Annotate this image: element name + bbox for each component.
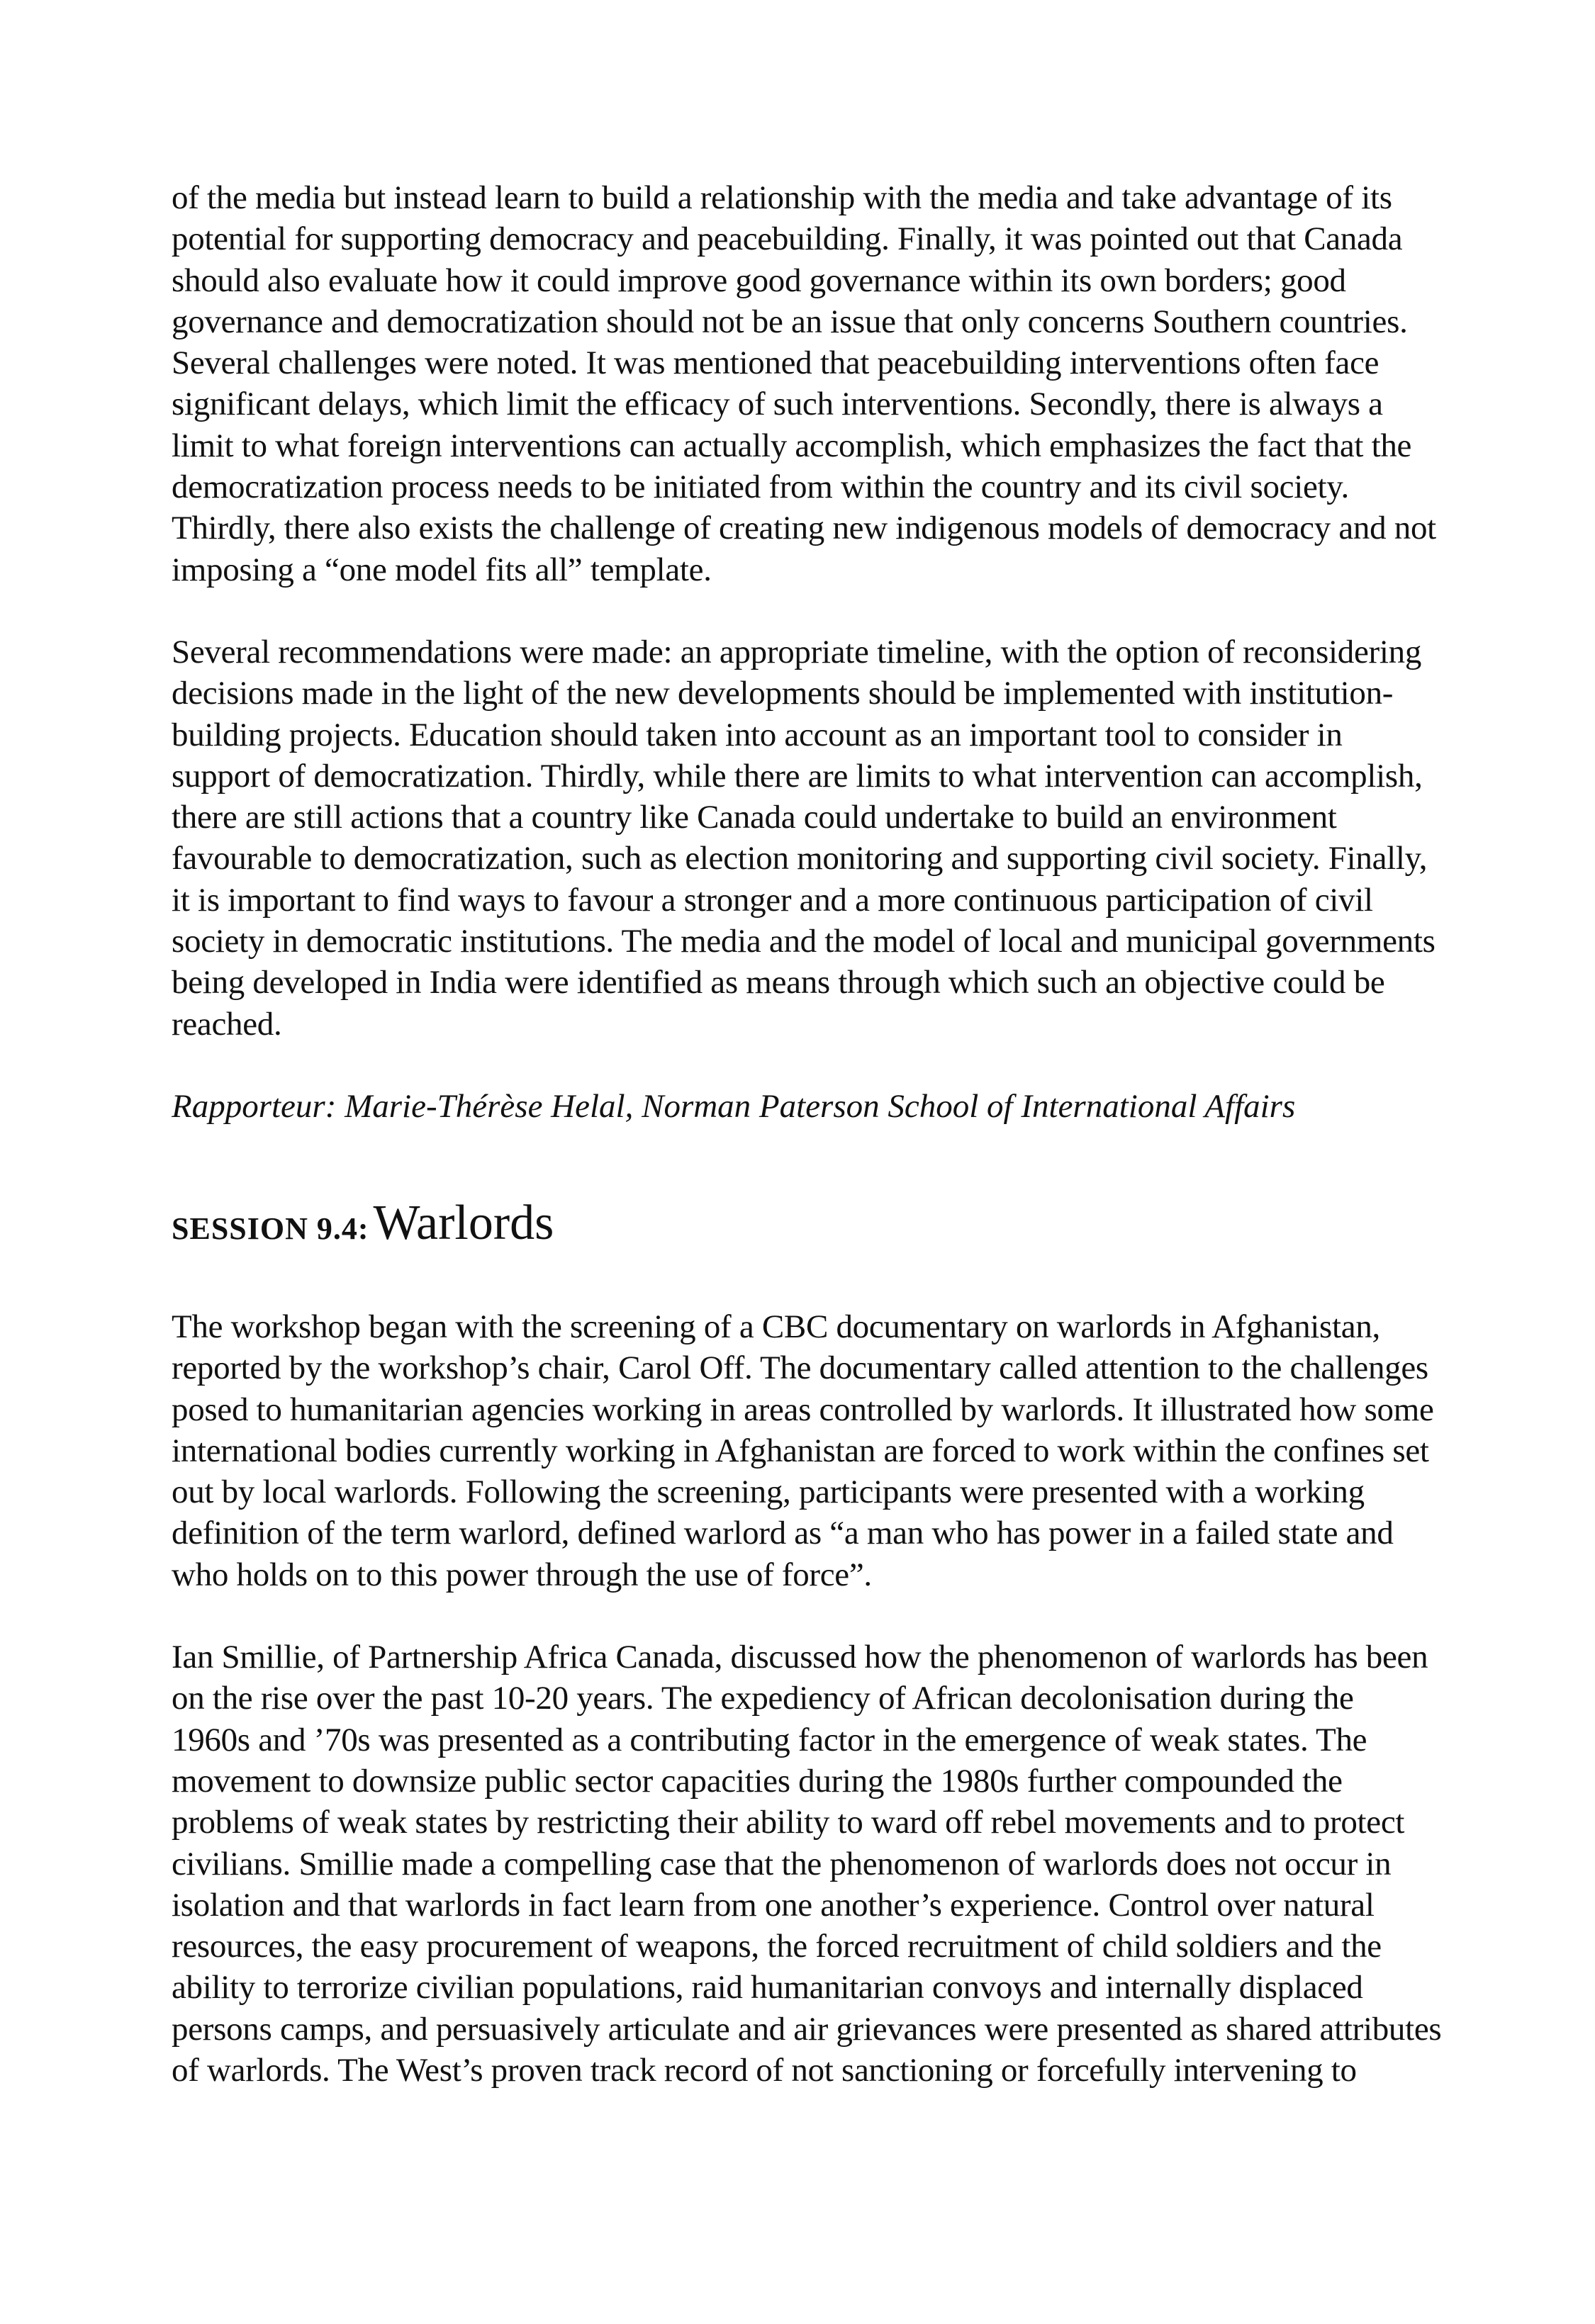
text-line: of the media but instead learn to build a relationship with the media and take advantage of its xyxy=(172,179,1392,216)
text-line: The workshop began with the screening of a CBC documentary on warlords in Afghanistan, xyxy=(172,1308,1380,1345)
text-line: support of democratization. Thirdly, while there are limits to what intervention can accomplish, xyxy=(172,757,1423,795)
session-title: Warlords xyxy=(373,1195,554,1250)
text-line: reached. xyxy=(172,1005,282,1043)
paragraph-spacer xyxy=(172,1045,1554,1086)
text-line: isolation and that warlords in fact learn from one another’s experience. Control over natural xyxy=(172,1886,1375,1924)
text-line: there are still actions that a country like Canada could undertake to build an environment xyxy=(172,799,1337,836)
text-line: imposing a “one model fits all” template. xyxy=(172,551,712,588)
text-line: ability to terrorize civilian populations, raid humanitarian convoys and internally displaced xyxy=(172,1969,1363,2006)
text-line: problems of weak states by restricting their ability to ward off rebel movements and to protect xyxy=(172,1804,1405,1841)
paragraph-spacer xyxy=(172,1595,1554,1637)
paragraph-spacer xyxy=(172,590,1554,631)
text-line: definition of the term warlord, defined warlord as “a man who has power in a failed state and xyxy=(172,1515,1394,1552)
rapporteur-credit: Rapporteur: Marie-Thérèse Helal, Norman Paterson School of International Affairs xyxy=(172,1087,1296,1125)
text-line: Thirdly, there also exists the challenge of creating new indigenous models of democracy and not xyxy=(172,510,1436,547)
text-line: building projects. Education should taken into account as an important tool to consider in xyxy=(172,716,1343,753)
text-line: society in democratic institutions. The media and the model of local and municipal governments xyxy=(172,923,1436,960)
text-line: on the rise over the past 10-20 years. The expediency of African decolonisation during the xyxy=(172,1680,1354,1717)
text-line: Ian Smillie, of Partnership Africa Canada, discussed how the phenomenon of warlords has been xyxy=(172,1639,1428,1676)
text-line: resources, the easy procurement of weapons, the forced recruitment of child soldiers and the xyxy=(172,1928,1382,1965)
text-line: potential for supporting democracy and peacebuilding. Finally, it was pointed out that Canada xyxy=(172,220,1403,258)
text-line: movement to downsize public sector capacities during the 1980s further compounded the xyxy=(172,1762,1343,1800)
text-line: limit to what foreign interventions can actually accomplish, which emphasizes the fact that the xyxy=(172,427,1412,464)
text-line: Several recommendations were made: an appropriate timeline, with the option of reconsidering xyxy=(172,633,1422,670)
text-line: democratization process needs to be initiated from within the country and its civil society. xyxy=(172,468,1349,506)
text-line: civilians. Smillie made a compelling case that the phenomenon of warlords does not occur in xyxy=(172,1845,1392,1882)
session-number: SESSION 9.4: xyxy=(172,1211,369,1246)
text-line: favourable to democratization, such as election monitoring and supporting civil society. Finally, xyxy=(172,840,1428,877)
text-line: out by local warlords. Following the screening, participants were presented with a working xyxy=(172,1473,1365,1511)
text-line: Several challenges were noted. It was mentioned that peacebuilding interventions often face xyxy=(172,344,1379,382)
paragraph-smillie xyxy=(172,1637,1554,2091)
text-line: 1960s and ’70s was presented as a contributing factor in the emergence of weak states. The xyxy=(172,1721,1367,1758)
document-page xyxy=(172,177,1554,2091)
text-line: who holds on to this power through the use of force”. xyxy=(172,1556,872,1593)
text-line: being developed in India were identified as means through which such an objective could be xyxy=(172,964,1385,1001)
session-heading xyxy=(172,1195,1554,1262)
text-line: of warlords. The West’s proven track record of not sanctioning or forcefully intervening to xyxy=(172,2051,1357,2089)
text-line: governance and democratization should not be an issue that only concerns Southern countries. xyxy=(172,303,1408,340)
text-line: international bodies currently working in Afghanistan are forced to work within the confines set xyxy=(172,1432,1429,1469)
paragraph-media-governance xyxy=(172,177,1554,590)
text-line: persons camps, and persuasively articulate and air grievances were presented as shared attributes xyxy=(172,2010,1442,2048)
paragraph-workshop-intro xyxy=(172,1306,1554,1595)
text-line: reported by the workshop’s chair, Carol Off. The documentary called attention to the challenges xyxy=(172,1349,1428,1387)
text-line: it is important to find ways to favour a stronger and a more continuous participation of civil xyxy=(172,881,1373,919)
text-line: should also evaluate how it could improve good governance within its own borders; good xyxy=(172,262,1346,299)
text-line: decisions made in the light of the new developments should be implemented with institution- xyxy=(172,675,1394,712)
text-line: posed to humanitarian agencies working in areas controlled by warlords. It illustrated how some xyxy=(172,1391,1434,1428)
paragraph-recommendations xyxy=(172,631,1554,1045)
text-line: significant delays, which limit the efficacy of such interventions. Secondly, there is always a xyxy=(172,386,1383,423)
